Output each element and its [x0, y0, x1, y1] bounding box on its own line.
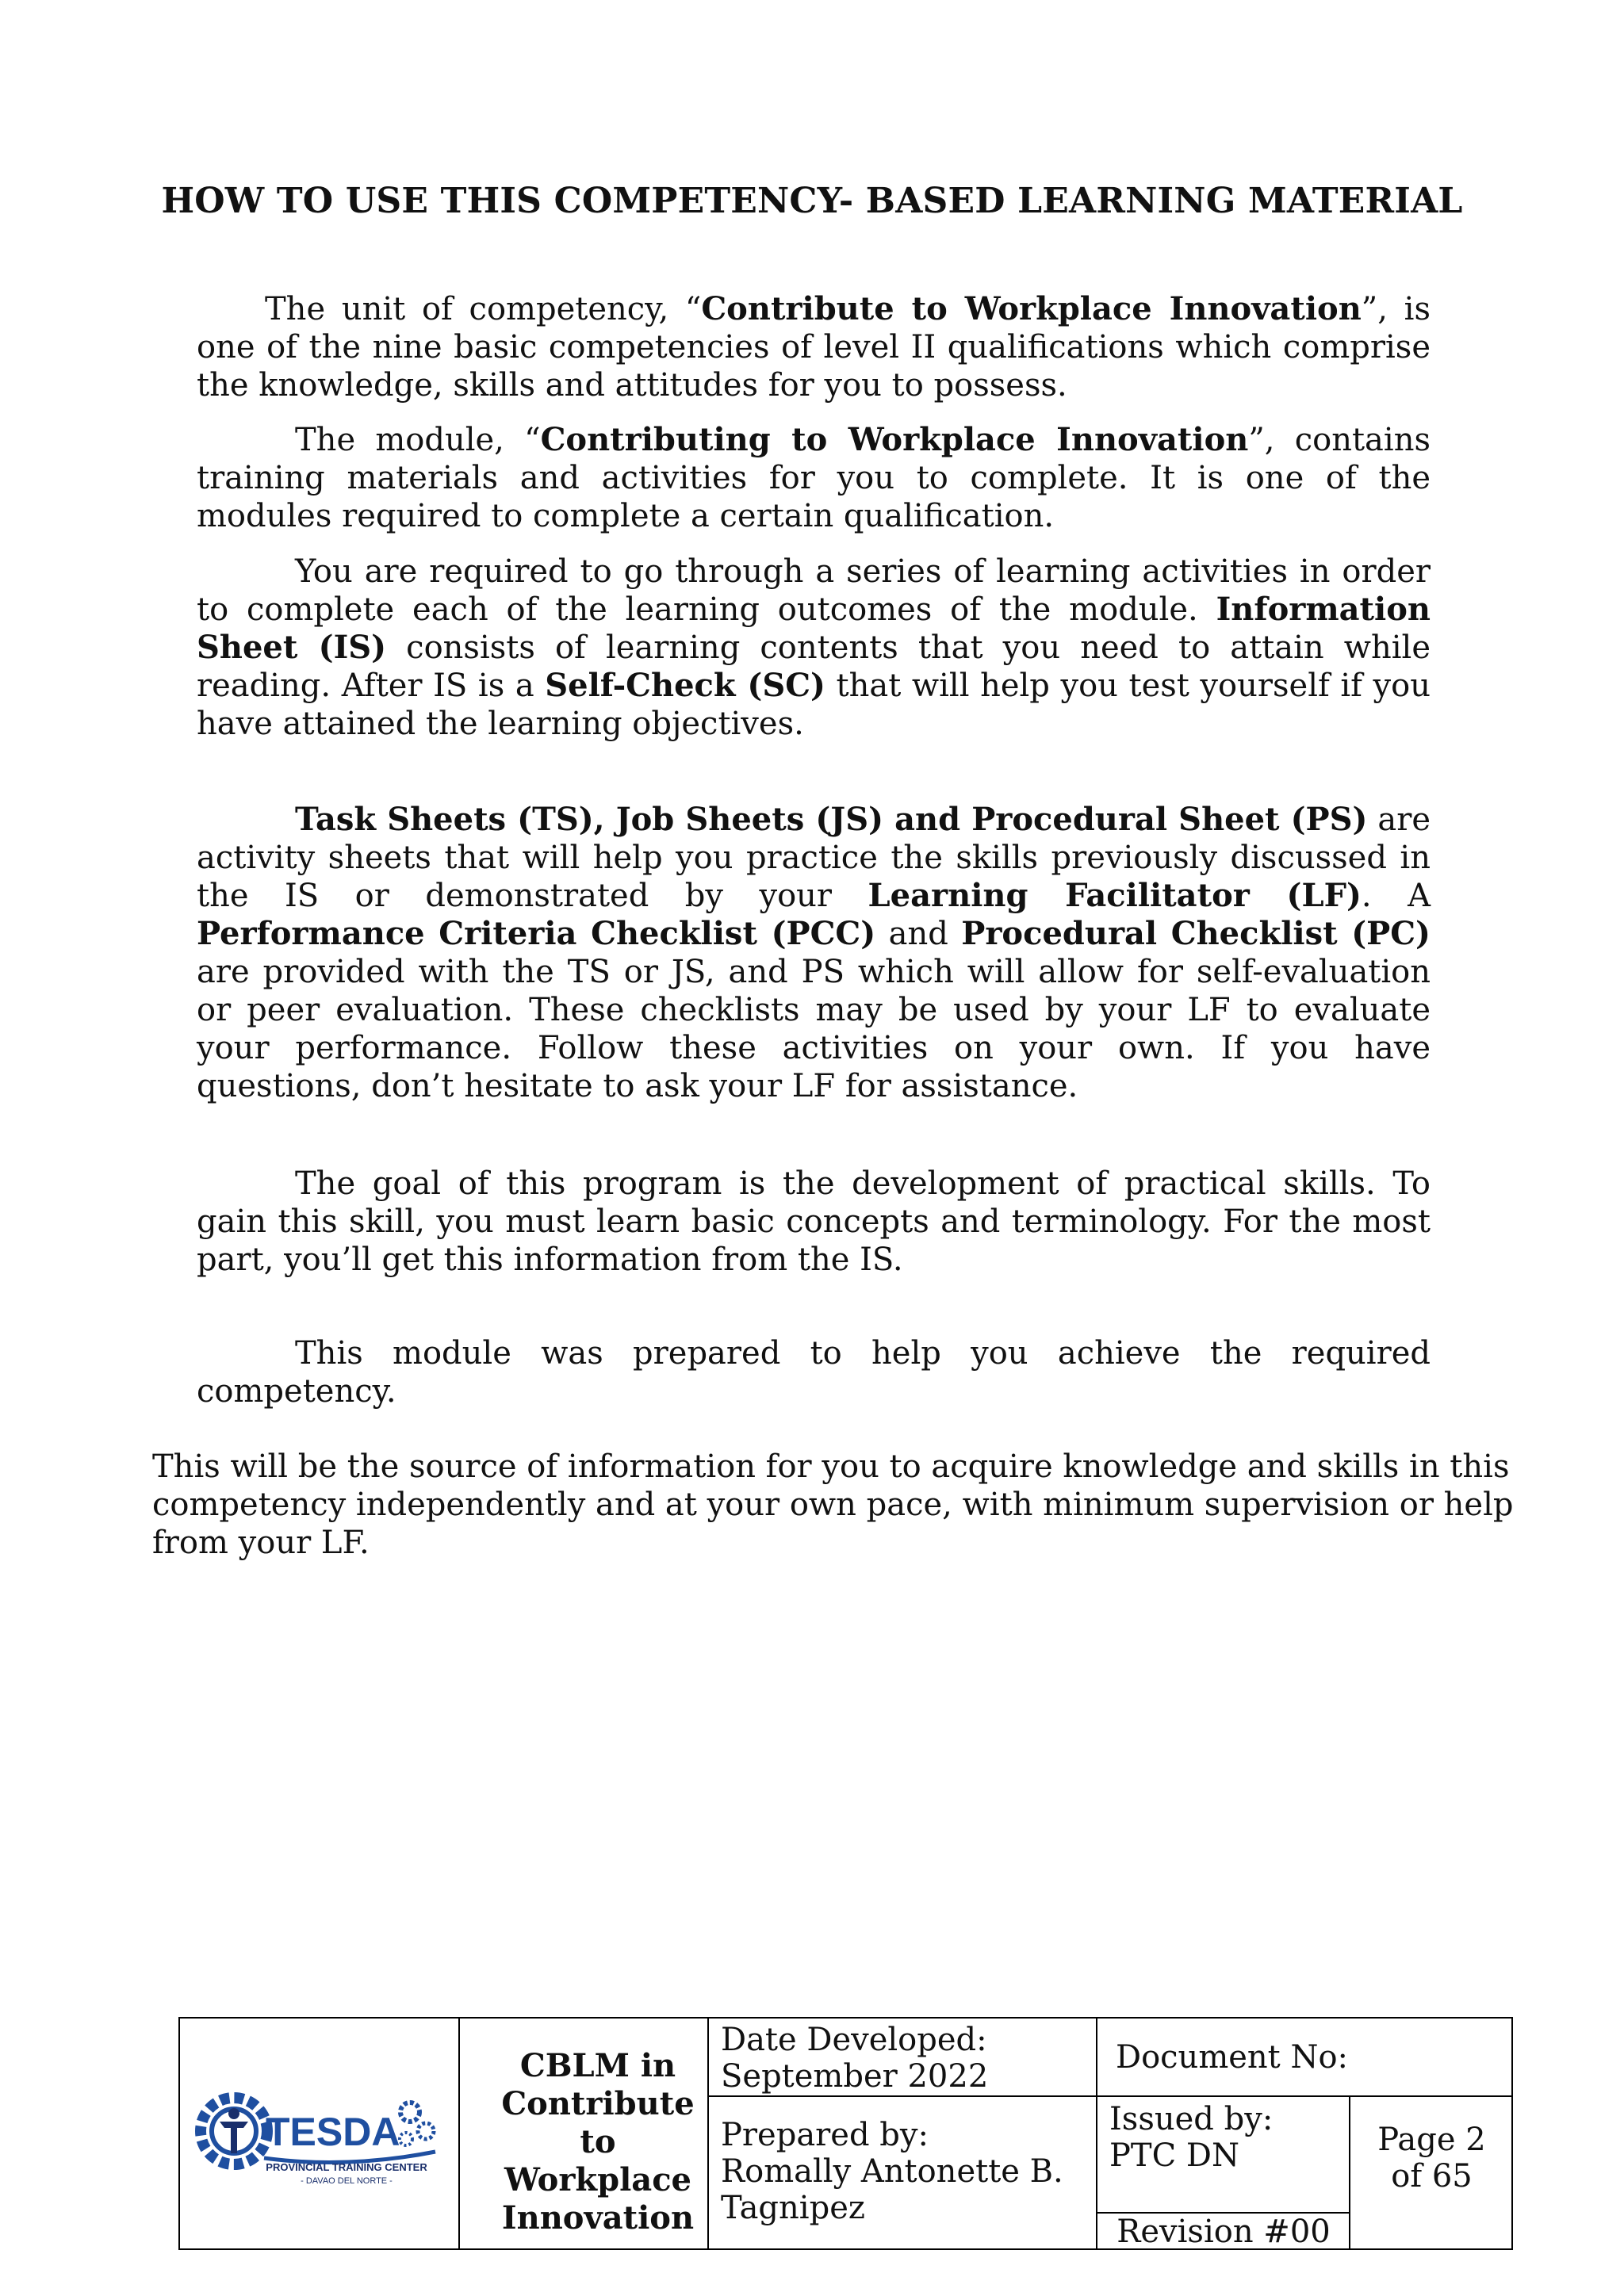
- p4-bold-3: Performance Criteria Checklist (PCC): [197, 915, 876, 952]
- tesda-logo-graphic: [188, 2082, 442, 2201]
- footer-prepared-by: [721, 2117, 1094, 2226]
- p4-bold-1: Task Sheets (TS), Job Sheets (JS) and Procedural Sheet (PS): [295, 801, 1368, 838]
- page-title: HOW TO USE THIS COMPETENCY- BASED LEARNING MATERIAL: [161, 181, 1463, 221]
- issued-value: PTC DN: [1109, 2137, 1239, 2174]
- p4-bold-4: Procedural Checklist (PC): [961, 915, 1431, 952]
- document-footer-table: [178, 2017, 1513, 2250]
- logo-subtext-2: - DAVAO DEL NORTE -: [301, 2176, 393, 2186]
- logo-tesda-text: TESDA: [266, 2110, 400, 2154]
- date-label: Date Developed:: [721, 2022, 987, 2058]
- paragraph-unit-of-competency: [197, 290, 1431, 404]
- p3-text-1: You are required to go through a series of learning activities in order to complete each of the learning outcomes of the module.: [197, 553, 1431, 628]
- paragraph-module: [197, 421, 1431, 535]
- p4-bold-2: Learning Facilitator (LF): [868, 877, 1362, 914]
- logo-subtext-1: PROVINCIAL TRAINING CENTER: [266, 2161, 427, 2173]
- p4-text-3: and: [875, 916, 962, 952]
- p1-text-1: The unit of competency, “: [265, 291, 702, 327]
- paragraph-program-goal: [197, 1165, 1431, 1279]
- cblm-line: Contribute: [501, 2085, 695, 2122]
- paragraph-activity-sheets: [197, 801, 1431, 1105]
- paragraph-learning-activities: [197, 553, 1431, 743]
- p1-text-2: ”, is one of the nine basic competencies of level II qualifications which comprise the knowledge, skills and attitudes for you to possess.: [197, 291, 1431, 404]
- gear-icon: [201, 2098, 267, 2164]
- p3-text-2: consists of learning contents that you need to attain while reading. After IS is a: [197, 629, 1431, 704]
- prepared-name: Romally Antonette B.: [721, 2153, 1063, 2190]
- p1-bold-1: Contribute to Workplace Innovation: [701, 290, 1362, 327]
- date-value: September 2022: [721, 2058, 989, 2095]
- cblm-line: CBLM in: [519, 2047, 676, 2084]
- p5-text: The goal of this program is the development of practical skills. To gain this skill, you must learn basic concepts and terminology. For the most part, you’ll get this information from the IS.: [197, 1165, 1431, 1278]
- footer-issued-by: [1109, 2101, 1347, 2174]
- small-gears-icon: [400, 2103, 434, 2145]
- prepared-label: Prepared by:: [721, 2117, 929, 2153]
- footer-cblm-title: [459, 2047, 737, 2237]
- footer-revision: Revision #00: [1116, 2214, 1331, 2250]
- p2-bold-1: Contributing to Workplace Innovation: [540, 421, 1249, 458]
- cblm-line: Workplace: [504, 2161, 691, 2198]
- cblm-line: Innovation: [501, 2199, 695, 2237]
- p4-text-4: are provided with the TS or JS, and PS which will allow for self-evaluation or peer evaluation. These checklists may be used by your LF to evaluate your performance. Follow these activities on your own. If you have questions, don’t hesitate to ask your LF for assistance.: [197, 954, 1431, 1104]
- p2-text-1: The module, “: [295, 422, 541, 458]
- footer-date-developed: [721, 2022, 1094, 2095]
- p3-bold-2: Self-Check (SC): [545, 667, 825, 704]
- tesda-logo: [188, 2082, 442, 2201]
- p6-text: This module was prepared to help you achieve the required competency.: [197, 1335, 1431, 1410]
- cblm-line: to: [580, 2123, 616, 2160]
- issued-label: Issued by:: [1109, 2101, 1274, 2137]
- page-line: Page 2: [1377, 2122, 1486, 2158]
- prepared-name: Tagnipez: [721, 2190, 865, 2226]
- p3-text-3: that will help you test yourself if you have attained the learning objectives.: [197, 668, 1431, 742]
- p3-bold-1: Information Sheet (IS): [197, 591, 1431, 666]
- paragraph-module-purpose: [197, 1334, 1431, 1410]
- paragraph-closing: This will be the source of information for you to acquire knowledge and skills in this competency independently and at your own pace, with minimum supervision or help from your LF.: [152, 1448, 1514, 1561]
- p4-text-1: are activity sheets that will help you practice the skills previously discussed in the IS or demonstrated by your: [197, 802, 1431, 914]
- page-line: of 65: [1391, 2158, 1473, 2195]
- footer-page-number: [1350, 2122, 1513, 2195]
- p2-text-2: ”, contains training materials and activities for you to complete. It is one of the modules required to complete a certain qualification.: [197, 422, 1431, 534]
- footer-document-no: Document No:: [1116, 2039, 1349, 2076]
- footer-divider: [707, 2095, 1513, 2097]
- p4-text-2: . A: [1361, 878, 1431, 914]
